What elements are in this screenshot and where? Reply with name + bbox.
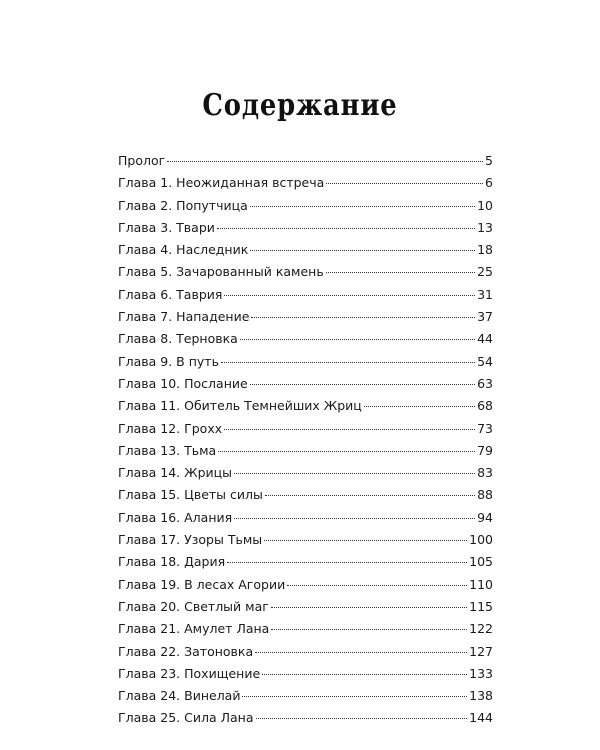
toc-entry-label: Глава 18. Дария [118,554,226,570]
toc-entry [118,284,493,306]
toc-entry-page: 100 [469,532,493,548]
toc-entry-page: 110 [469,576,493,592]
toc-leader-dots [287,584,467,586]
toc-entry-label: Глава 22. Затоновка [118,643,254,659]
toc-leader-dots [251,316,475,318]
toc-entry [118,328,493,350]
toc-entry-page: 122 [469,621,493,637]
toc-entry-label: Глава 14. Жрицы [118,465,233,481]
toc-entry-label: Глава 4. Наследник [118,242,249,258]
toc-entry [118,195,493,217]
toc-entry-page: 37 [477,309,493,325]
toc-entry [118,172,493,194]
toc-entry-label: Глава 11. Обитель Темнейших Жриц [118,398,362,414]
toc-entry [118,574,493,596]
toc-entry [118,373,493,395]
toc-entry [118,418,493,440]
toc-entry [118,663,493,685]
toc-entry [118,462,493,484]
toc-entry-page: 144 [469,710,493,726]
toc-entry [118,239,493,261]
toc-entry-page: 18 [477,242,493,258]
toc-entry-page: 68 [477,398,493,414]
toc-entry [118,150,493,172]
toc-leader-dots [224,294,475,296]
toc-leader-dots [240,338,475,340]
toc-entry [118,618,493,640]
toc-leader-dots [167,160,483,162]
toc-leader-dots [326,271,475,273]
toc-leader-dots [364,405,475,407]
toc-entry-page: 31 [477,286,493,302]
toc-entry-label: Глава 5. Зачарованный камень [118,264,324,280]
toc-entry-page: 13 [477,219,493,235]
toc-entry-page: 63 [477,375,493,391]
toc-entry-label: Глава 21. Амулет Лана [118,621,270,637]
toc-entry-page: 6 [485,175,493,191]
toc-entry [118,529,493,551]
toc-entry [118,351,493,373]
toc-entry-page: 133 [469,665,493,681]
toc-entry-label: Глава 8. Терновка [118,331,238,347]
toc-entry-page: 115 [469,598,493,614]
toc-leader-dots [326,182,483,184]
toc-leader-dots [250,205,475,207]
toc-leader-dots [217,227,475,229]
toc-entry [118,685,493,707]
toc-entry-label: Глава 13. Тьма [118,442,217,458]
toc-leader-dots [264,539,467,541]
toc-entry-label: Глава 3. Твари [118,219,215,235]
toc-entry-label: Глава 7. Нападение [118,309,250,325]
toc-entry-page: 54 [477,353,493,369]
toc-entry-page: 83 [477,465,493,481]
toc-entry-label: Глава 17. Узоры Тьмы [118,532,263,548]
toc-entry [118,261,493,283]
toc-entry-page: 5 [485,153,493,168]
toc-entry-page: 88 [477,487,493,503]
toc-entry-label: Глава 1. Неожиданная встреча [118,175,325,191]
toc-leader-dots [221,361,475,363]
toc-entry [118,707,493,729]
toc-leader-dots [250,249,475,251]
toc-entry-page: 25 [477,264,493,280]
toc-leader-dots [256,717,468,719]
toc-entry-label: Глава 15. Цветы силы [118,487,263,503]
toc-entry [118,395,493,417]
toc-entry-page: 79 [477,442,493,458]
toc-entry [118,484,493,506]
toc-entry-page: 138 [469,688,493,704]
toc-entry-label: Глава 20. Светлый маг [118,598,269,614]
toc-leader-dots [250,383,475,385]
page-title: Содержание [202,88,398,123]
toc-entry-label: Глава 24. Винелай [118,688,241,704]
toc-entry-label: Глава 6. Таврия [118,286,223,302]
toc-leader-dots [271,606,467,608]
toc-entry-page: 10 [477,197,493,213]
toc-leader-dots [262,673,467,675]
toc-entry-page: 94 [477,509,493,525]
toc-leader-dots [265,494,475,496]
toc-entry [118,306,493,328]
toc-entry-page: 105 [469,554,493,570]
toc-entry-label: Глава 12. Грохх [118,420,223,436]
toc-entry-label: Глава 23. Похищение [118,665,261,681]
toc-entry-page: 73 [477,420,493,436]
toc-leader-dots [224,428,475,430]
toc-entry-label: Глава 10. Послание [118,375,248,391]
toc-entry-label: Пролог [118,153,166,168]
toc-leader-dots [234,517,475,519]
toc-entry-label: Глава 2. Попутчица [118,197,248,213]
table-of-contents [118,150,493,730]
toc-entry [118,641,493,663]
toc-entry-label: Глава 19. В лесах Агории [118,576,286,592]
toc-entry [118,440,493,462]
toc-leader-dots [218,450,475,452]
toc-entry [118,217,493,239]
toc-leader-dots [255,651,467,653]
toc-leader-dots [271,628,467,630]
toc-leader-dots [227,561,467,563]
toc-entry-label: Глава 25. Сила Лана [118,710,254,726]
toc-leader-dots [234,472,475,474]
toc-entry-label: Глава 9. В путь [118,353,219,369]
toc-entry-label: Глава 16. Алания [118,509,233,525]
toc-leader-dots [242,695,467,697]
toc-entry-page: 44 [477,331,493,347]
toc-entry [118,551,493,573]
toc-entry [118,596,493,618]
toc-entry [118,507,493,529]
toc-entry-page: 127 [469,643,493,659]
